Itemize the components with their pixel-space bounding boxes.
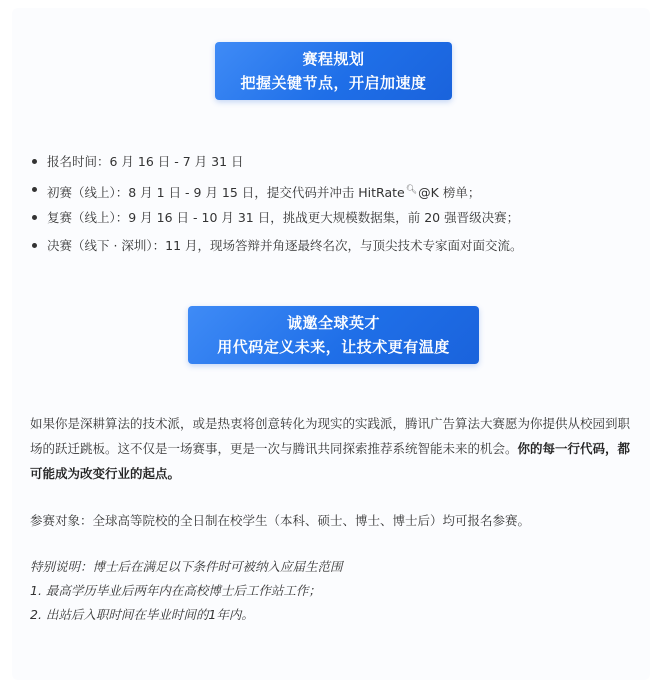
list-item-text-suffix: @K 榜单；: [418, 185, 481, 201]
invitation-banner: [188, 306, 479, 364]
intro-text: 如果你是深耕算法的技术派，或是热衷将创意转化为现实的实践派，腾讯广告算法大赛愿为你提供从校园到职场的跃迁跳板。这不仅是一场赛事，更是一次与腾讯共同探索推荐系统智能未来的机会。: [30, 416, 631, 456]
search-icon[interactable]: 🔍︎: [405, 185, 418, 195]
invitation-banner-subtitle: 用代码定义未来，让技术更有温度: [217, 338, 450, 356]
schedule-banner-title: 赛程规划: [302, 50, 365, 68]
audience-paragraph: 参赛对象：全球高等院校的全日制在校学生（本科、硕士、博士、博士后）均可报名参赛。: [30, 513, 531, 528]
special-note: [30, 555, 636, 627]
invitation-banner-title: 诚邀全球英才: [286, 314, 380, 332]
list-item-text: 报名时间：6 月 16 日 - 7 月 31 日: [47, 154, 244, 169]
schedule-banner: [215, 42, 452, 100]
schedule-list: [30, 148, 640, 260]
list-item-text: 初赛（线上）：8 月 1 日 - 9 月 15 日，提交代码并冲击 HitRate: [47, 185, 405, 201]
bullet-icon: [32, 215, 37, 220]
bullet-icon: [32, 187, 37, 192]
bullet-icon: [32, 243, 37, 248]
bullet-icon: [32, 159, 37, 164]
list-item: [30, 232, 640, 260]
schedule-banner-subtitle: 把握关键节点，开启加速度: [240, 74, 427, 92]
note-title: 特别说明：博士后在满足以下条件时可被纳入应届生范围: [30, 559, 343, 574]
list-item-text: 复赛（线上）：9 月 16 日 - 10 月 31 日，挑战更大规模数据集，前 20 强晋级决赛；: [47, 210, 520, 225]
list-item: [30, 148, 640, 176]
list-item: [30, 176, 640, 204]
intro-highlight: 你的每一行代码，都可能成为改变行业的起点。: [30, 441, 631, 481]
list-item-text: 决赛（线下 · 深圳）：11 月，现场答辩并角逐最终名次，与顶尖技术专家面对面交流。: [47, 238, 523, 253]
intro-paragraph: [30, 411, 636, 486]
list-item: [30, 204, 640, 232]
note-item: 1. 最高学历毕业后两年内在高校博士后工作站工作；: [30, 583, 321, 598]
note-item: 2. 出站后入职时间在毕业时间的1年内。: [30, 607, 254, 622]
